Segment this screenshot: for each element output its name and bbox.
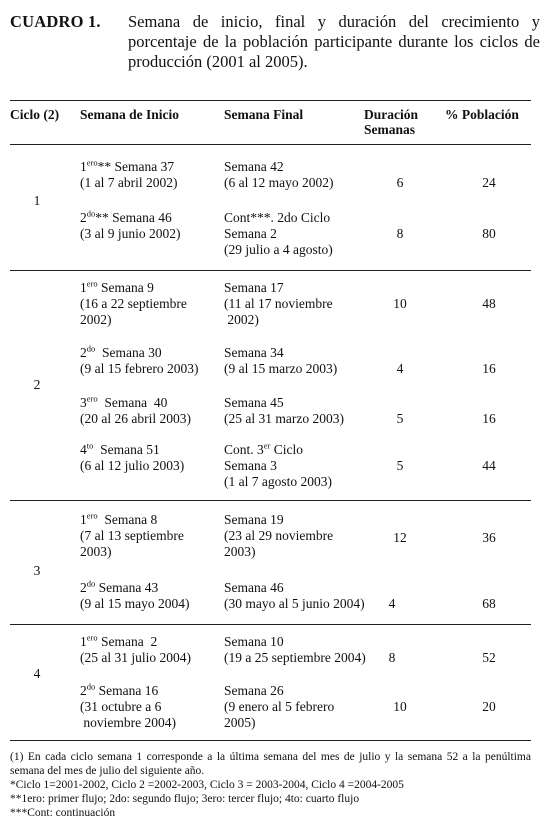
poblacion-value: 52 [482,650,496,665]
semana-final: Semana 45 (25 al 31 marzo 2003) [224,395,344,426]
semana-final: Semana 34 (9 al 15 marzo 2003) [224,345,338,376]
header-duracion: Duración Semanas [364,107,418,137]
ciclo-label: 3 [33,563,41,578]
poblacion-value: 20 [482,699,496,714]
table-caption [10,12,540,72]
semana-inicio: $1^{ero}$ Semana 8 (7 al 13 septiembre 2003) [80,510,184,559]
poblacion-value: 24 [482,175,496,190]
poblacion-value: 68 [482,596,496,611]
header-poblacion: % Población [445,107,519,122]
header-final: Semana Final [224,107,304,122]
semana-final: Semana 17 (11 al 17 noviembre 2002) [224,280,333,327]
semana-inicio: $1^{ero}$ Semana 9 (16 a 22 septiembre 2002) [80,278,187,327]
semana-inicio: $2^{do}**$ Semana 46 (3 al 9 junio 2002) [80,208,181,241]
duracion-value: 12 [393,530,407,545]
ciclo-label: 4 [33,666,41,681]
duracion-value: 10 [393,699,407,714]
semana-inicio: $4^{to}$ Semana 51 (6 al 12 julio 2003) [80,440,185,473]
duracion-value: 4 [396,361,404,376]
semana-inicio: $1^{ero}$ Semana 2 (25 al 31 julio 2004) [80,632,191,665]
group-rule [10,624,531,625]
bottom-rule [10,740,531,741]
semana-final: Semana 19 (23 al 29 noviembre 2003) [224,512,334,559]
semana-inicio: $2^{do}$ Semana 43 (9 al 15 mayo 2004) [80,578,190,611]
poblacion-value: 80 [482,226,496,241]
caption-text: Semana de inicio, final y duración del crecimiento y porcentaje de la población participante durante los ciclos de producción (2001 al 2005). [128,12,540,71]
duracion-value: 6 [396,175,404,190]
header-rule [10,144,531,145]
semana-final: Cont***. 2do Ciclo Semana 2 (29 julio a 4 agosto) [224,210,333,257]
duracion-value: 4 [388,596,396,611]
poblacion-value: 16 [482,411,496,426]
semana-inicio: $2^{do}$ Semana 30 (9 al 15 febrero 2003) [80,343,199,376]
duracion-value: 5 [396,458,404,473]
group-rule [10,270,531,271]
semana-inicio: $1^{ero}**$ Semana 37 (1 al 7 abril 2002) [80,157,178,190]
caption-label: CUADRO 1. [10,12,101,31]
semana-final: Semana 26 (9 enero al 5 febrero 2005) [224,683,335,730]
semana-final: Semana 46 (30 mayo al 5 junio 2004) [224,580,365,611]
header-ciclo: Ciclo (2) [10,107,60,122]
semana-final: Semana 10 (19 a 25 septiembre 2004) [224,634,366,665]
poblacion-value: 36 [482,530,496,545]
semana-final: Semana 42 (6 al 12 mayo 2002) [224,159,334,190]
semana-inicio: $2^{do}$ Semana 16 (31 octubre a 6 noviembre 2004) [80,681,176,730]
ciclo-label: 1 [33,193,41,208]
header-inicio: Semana de Inicio [80,107,180,122]
group-rule [10,500,531,501]
footnote-1: (1) En cada ciclo semana 1 corresponde a la última semana del mes de julio y la semana 52 a la penúltima semana del mes de julio del siguiente año. [10,751,531,777]
poblacion-value: 16 [482,361,496,376]
footnote-ciclos: *Ciclo 1=2001-2002, Ciclo 2 =2002-2003, Ciclo 3 = 2003-2004, Ciclo 4 =2004-2005 [10,779,404,791]
footnote-flujos: **1ero: primer flujo; 2do: segundo flujo; 3ero: tercer flujo; 4to: cuarto flujo [10,793,360,805]
duracion-value: 5 [396,411,404,426]
poblacion-value: 48 [482,296,496,311]
duracion-value: 10 [393,296,407,311]
duracion-value: 8 [396,226,404,241]
semana-inicio: $3^{ero}$ Semana 40 (20 al 26 abril 2003) [80,393,191,426]
top-rule [10,100,531,101]
ciclo-label: 2 [33,377,41,392]
poblacion-value: 44 [482,458,496,473]
semana-final: Cont. 3er Ciclo Semana 3 (1 al 7 agosto 2003) [224,440,332,489]
table-footnotes [10,750,531,820]
footnote-cont: ***Cont: continuación [10,807,116,819]
duracion-value: 8 [388,650,396,665]
